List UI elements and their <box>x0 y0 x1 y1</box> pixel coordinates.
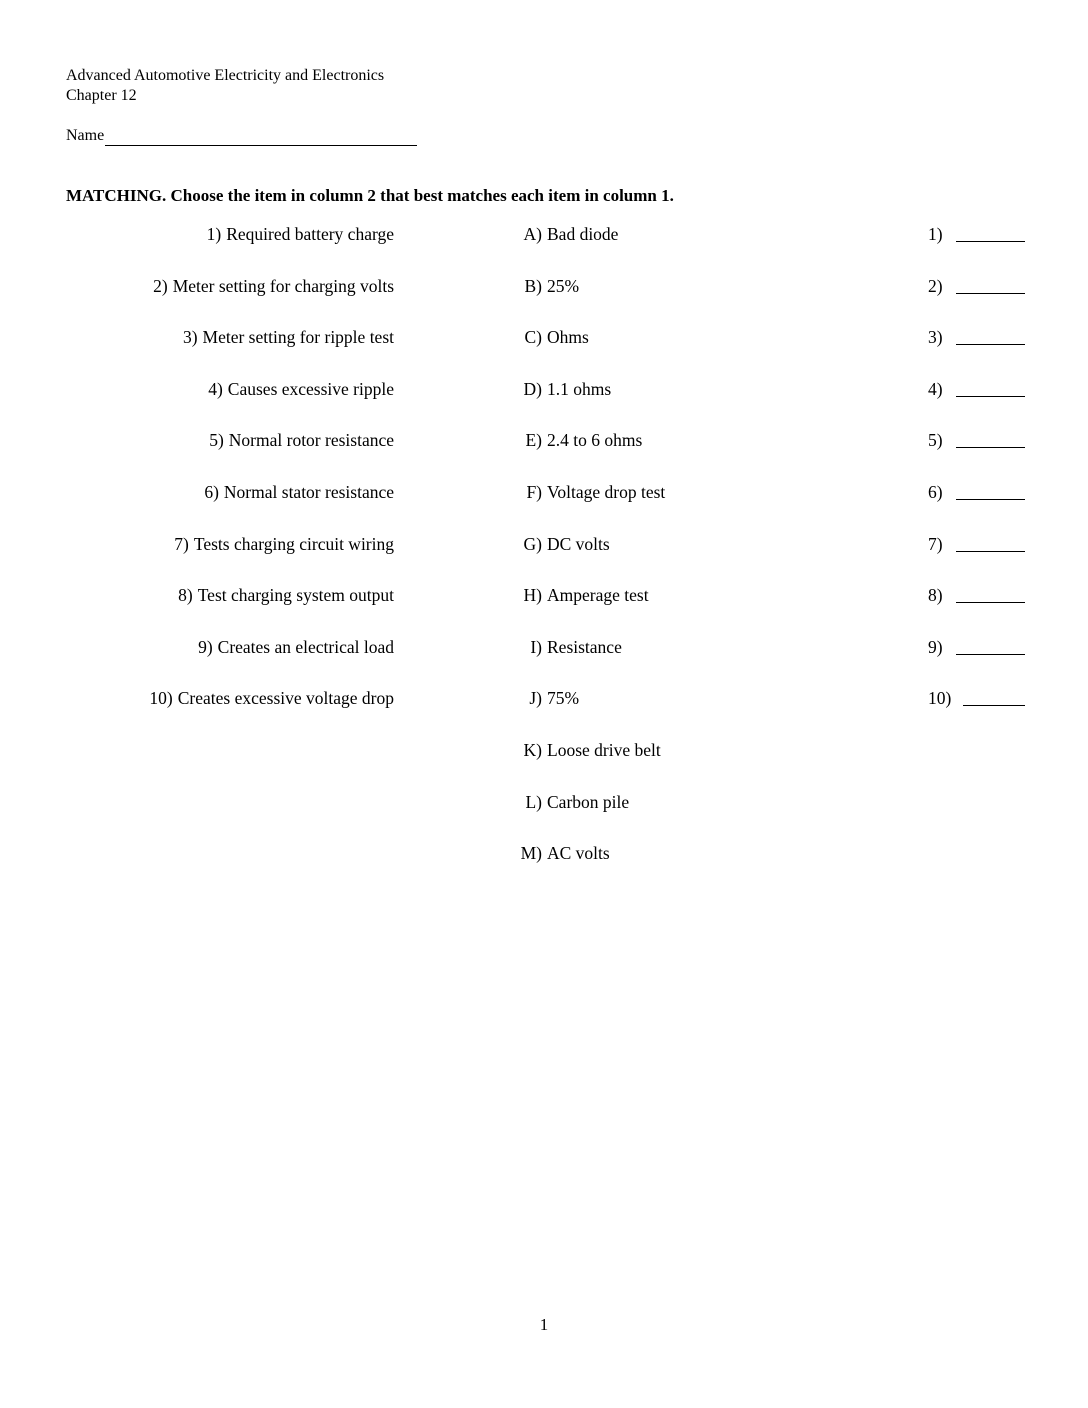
column1-number: 7) <box>174 533 189 554</box>
answer-blank[interactable] <box>956 241 1025 242</box>
column2-text: 75% <box>547 688 580 709</box>
column2-letter: M) <box>520 843 542 864</box>
column2-letter: L) <box>525 791 542 812</box>
column2-text: DC volts <box>547 533 610 554</box>
column1-item <box>183 325 394 349</box>
column2-text: 1.1 ohms <box>547 378 612 399</box>
column1-text: Meter setting for ripple test <box>202 327 394 348</box>
column2-letter: H) <box>523 585 542 606</box>
column1-number: 10) <box>149 688 173 709</box>
matching-row <box>0 841 1088 865</box>
column1-text: Tests charging circuit wiring <box>193 533 394 554</box>
name-blank-line[interactable] <box>105 127 417 146</box>
column2-item <box>515 635 622 659</box>
answer-number: 5) <box>928 430 943 451</box>
column2-item <box>515 222 618 246</box>
column1-item <box>207 222 394 246</box>
column1-item <box>178 583 394 607</box>
matching-row <box>0 738 1088 762</box>
column1-text: Normal rotor resistance <box>228 430 394 451</box>
column1-text: Required battery charge <box>226 224 394 244</box>
column1-text: Creates an electrical load <box>217 636 394 657</box>
column1-number: 8) <box>178 585 193 606</box>
column2-item <box>515 377 611 401</box>
column2-item <box>515 583 649 607</box>
column1-number: 3) <box>182 327 198 348</box>
column2-text: AC volts <box>547 843 610 864</box>
column2-text: Carbon pile <box>547 791 630 812</box>
column1-text: Normal stator resistance <box>223 482 394 502</box>
column2-text: Ohms <box>547 327 589 348</box>
column1-item <box>149 686 394 710</box>
matching-row <box>0 635 1088 659</box>
matching-row <box>0 480 1088 504</box>
answer-number: 7) <box>928 533 943 554</box>
column1-number: 6) <box>204 482 219 502</box>
column2-item <box>515 841 610 865</box>
matching-row <box>0 583 1088 607</box>
answer-blank[interactable] <box>956 499 1025 500</box>
column1-number: 2) <box>153 275 168 296</box>
matching-row <box>0 532 1088 556</box>
column2-letter: B) <box>524 275 542 296</box>
answer-blank[interactable] <box>956 654 1025 655</box>
column1-item <box>174 532 394 556</box>
column1-number: 5) <box>209 430 224 451</box>
answer-number: 8) <box>928 585 943 606</box>
answer-number: 3) <box>928 327 943 348</box>
column2-text: Voltage drop test <box>547 482 666 502</box>
matching-row <box>0 377 1088 401</box>
column2-text: Resistance <box>547 636 622 657</box>
column1-item <box>209 428 394 452</box>
answer-blank[interactable] <box>956 447 1025 448</box>
answer-blank[interactable] <box>956 396 1025 397</box>
column2-letter: C) <box>524 327 542 348</box>
column1-item <box>153 274 394 298</box>
column2-item <box>515 274 579 298</box>
column1-number: 1) <box>206 224 222 244</box>
column2-letter: F) <box>526 482 542 502</box>
answer-blank[interactable] <box>956 344 1025 345</box>
column2-letter: G) <box>523 533 542 554</box>
column2-text: Amperage test <box>547 585 649 606</box>
column1-text: Meter setting for charging volts <box>172 275 394 296</box>
course-title: Advanced Automotive Electricity and Electronics <box>66 67 385 84</box>
column1-item <box>198 635 394 659</box>
column2-item <box>515 480 665 504</box>
matching-row <box>0 790 1088 814</box>
matching-row <box>0 686 1088 710</box>
column1-text: Creates excessive voltage drop <box>177 688 394 709</box>
column2-letter: A) <box>523 224 542 244</box>
name-label: Name <box>66 127 105 144</box>
column2-letter: I) <box>530 636 542 657</box>
column1-number: 9) <box>198 636 213 657</box>
column2-item <box>515 532 610 556</box>
answer-blank[interactable] <box>963 705 1025 706</box>
answer-blank[interactable] <box>956 551 1025 552</box>
column2-letter: D) <box>523 378 542 399</box>
column2-item <box>515 325 589 349</box>
answer-number: 2) <box>928 275 943 296</box>
matching-row <box>0 222 1088 246</box>
chapter-label: Chapter 12 <box>66 87 137 104</box>
answer-number: 10) <box>928 688 952 709</box>
column2-item <box>515 738 661 762</box>
column2-letter: E) <box>525 430 542 451</box>
answer-number: 6) <box>928 482 943 502</box>
answer-number: 4) <box>928 378 943 399</box>
matching-row <box>0 325 1088 349</box>
page-number: 1 <box>539 1315 549 1334</box>
column2-text: 2.4 to 6 ohms <box>547 430 643 451</box>
answer-number: 1) <box>928 224 943 244</box>
column2-item <box>515 686 579 710</box>
matching-row <box>0 428 1088 452</box>
column1-number: 4) <box>208 378 223 399</box>
column2-letter: J) <box>529 688 542 709</box>
column2-item <box>515 428 642 452</box>
name-field[interactable] <box>66 126 417 146</box>
answer-number: 9) <box>928 636 943 657</box>
column1-text: Causes excessive ripple <box>227 378 394 399</box>
matching-row <box>0 274 1088 298</box>
column2-item <box>515 790 629 814</box>
column2-text: Bad diode <box>547 224 619 244</box>
column1-item <box>204 480 394 504</box>
answer-blank[interactable] <box>956 602 1025 603</box>
column2-text: Loose drive belt <box>547 740 661 760</box>
instructions: MATCHING. Choose the item in column 2 that best matches each item in column 1. <box>66 186 674 205</box>
column1-item <box>208 377 394 401</box>
column2-letter: K) <box>523 740 542 760</box>
answer-blank[interactable] <box>956 293 1025 294</box>
column2-text: 25% <box>547 275 580 296</box>
column1-text: Test charging system output <box>197 585 394 606</box>
